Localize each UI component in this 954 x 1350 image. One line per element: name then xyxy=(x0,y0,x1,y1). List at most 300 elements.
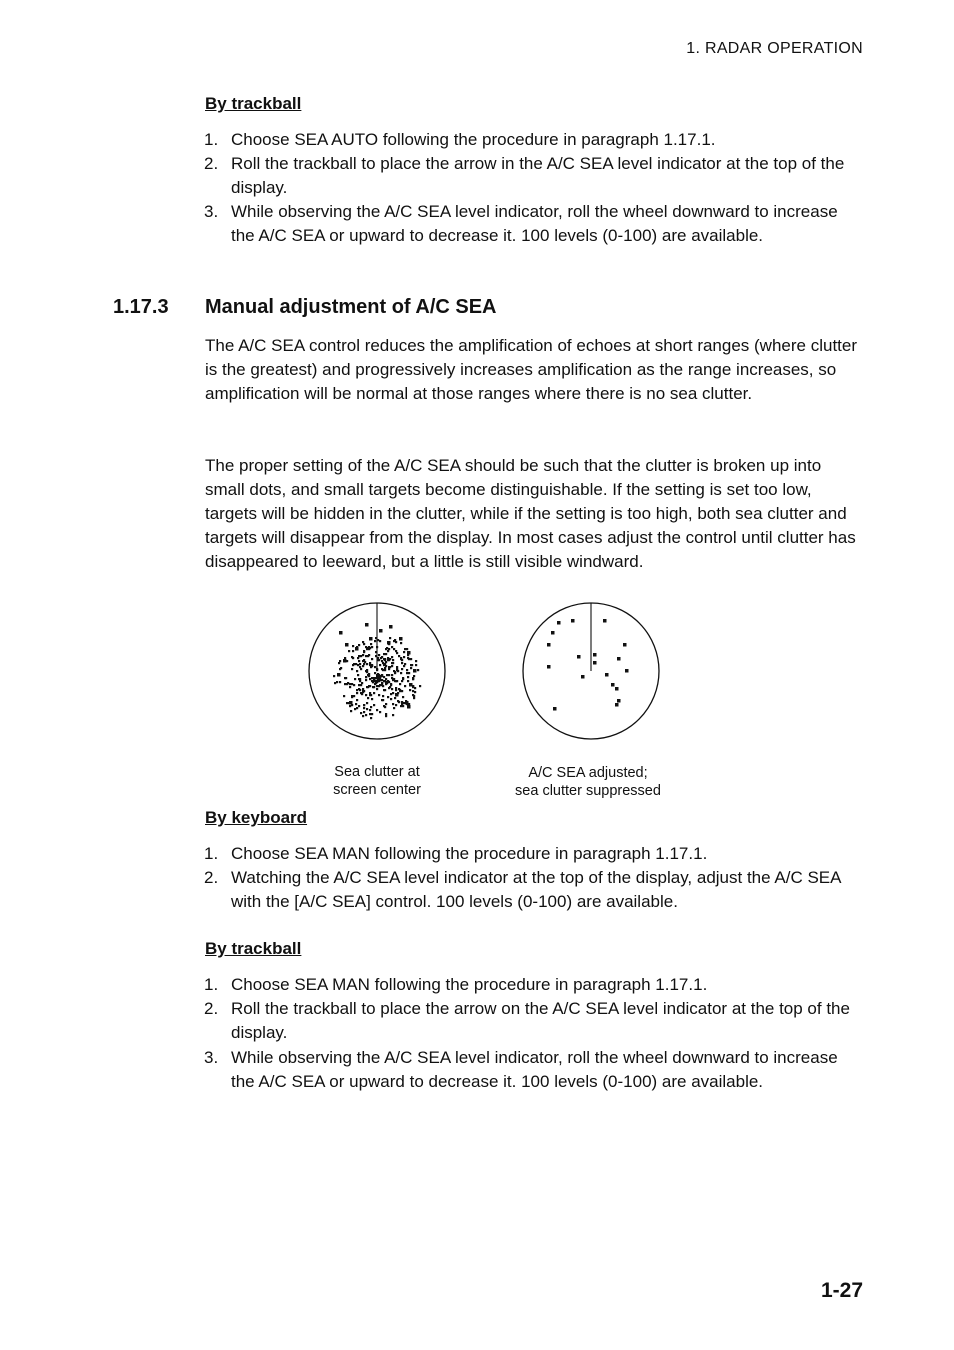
clutter-dot xyxy=(381,675,383,677)
list-item xyxy=(204,997,864,1045)
clutter-dot xyxy=(357,664,359,666)
clutter-dot xyxy=(370,717,372,719)
clutter-dot xyxy=(400,658,402,660)
clutter-dot xyxy=(387,659,389,661)
radar-scope-sea-clutter xyxy=(307,601,447,741)
running-header: 1. RADAR OPERATION xyxy=(686,40,863,57)
section-title: Manual adjustment of A/C SEA xyxy=(205,296,497,318)
clutter-dot xyxy=(359,678,361,680)
clutter-dot xyxy=(362,691,364,693)
clutter-dot xyxy=(368,646,370,648)
clutter-dot xyxy=(368,673,370,675)
clutter-dot xyxy=(369,678,371,680)
clutter-dot xyxy=(356,670,358,672)
target-echo xyxy=(337,673,341,677)
target-echo xyxy=(593,653,597,657)
clutter-dot xyxy=(352,645,354,647)
trackball-top-steps xyxy=(204,128,864,248)
clutter-dot xyxy=(410,664,412,666)
clutter-dot xyxy=(365,646,367,648)
caption-line: A/C SEA adjusted; xyxy=(528,765,648,781)
clutter-dot xyxy=(357,657,359,659)
clutter-dot xyxy=(356,699,358,701)
clutter-dot xyxy=(365,714,367,716)
subheading-trackball-top: By trackball xyxy=(205,94,302,113)
target-echo xyxy=(615,687,619,691)
clutter-dot xyxy=(381,699,383,701)
clutter-dot xyxy=(381,660,383,662)
target-echo xyxy=(413,669,417,673)
clutter-dot xyxy=(394,671,396,673)
caption-line: screen center xyxy=(333,782,421,798)
clutter-dot xyxy=(363,711,365,713)
clutter-dot xyxy=(353,684,355,686)
clutter-dot xyxy=(387,650,389,652)
clutter-dot xyxy=(366,708,368,710)
target-echo xyxy=(395,693,399,697)
clutter-dot xyxy=(358,705,360,707)
clutter-dot xyxy=(391,674,393,676)
clutter-dot xyxy=(380,679,382,681)
list-item xyxy=(204,1046,864,1094)
clutter-dot xyxy=(365,679,367,681)
clutter-dot xyxy=(415,664,417,666)
clutter-dot xyxy=(401,690,403,692)
clutter-dot xyxy=(417,669,419,671)
clutter-dot xyxy=(388,674,390,676)
step-number: 2. xyxy=(204,999,219,1018)
clutter-dot xyxy=(374,672,376,674)
clutter-dot xyxy=(385,703,387,705)
clutter-dot xyxy=(352,650,354,652)
clutter-dot xyxy=(365,655,367,657)
clutter-dot xyxy=(382,695,384,697)
target-echo xyxy=(617,657,621,661)
target-echo xyxy=(581,675,585,679)
clutter-dot xyxy=(374,680,376,682)
clutter-dot xyxy=(358,655,360,657)
clutter-dot xyxy=(408,672,410,674)
clutter-dot xyxy=(351,656,353,658)
step-text: Roll the trackball to place the arrow on the A/C SEA level indicator at the top of the display. xyxy=(231,999,850,1042)
clutter-dot xyxy=(358,660,360,662)
clutter-dot xyxy=(409,689,411,691)
clutter-dot xyxy=(386,647,388,649)
clutter-dot xyxy=(403,702,405,704)
clutter-dot xyxy=(410,658,412,660)
target-echoes xyxy=(547,619,629,711)
clutter-dot xyxy=(389,637,391,639)
clutter-dot xyxy=(379,664,381,666)
clutter-dot xyxy=(369,713,371,715)
clutter-dot xyxy=(387,680,389,682)
clutter-dot xyxy=(362,665,364,667)
keyboard-steps xyxy=(204,842,864,914)
clutter-dot xyxy=(381,684,383,686)
target-echo xyxy=(369,637,373,641)
clutter-dot xyxy=(339,681,341,683)
target-echo xyxy=(407,705,411,709)
clutter-dot xyxy=(385,715,387,717)
clutter-dot xyxy=(356,692,358,694)
clutter-dot xyxy=(371,713,373,715)
clutter-dot xyxy=(384,667,386,669)
clutter-dot xyxy=(349,683,351,685)
clutter-dot xyxy=(346,683,348,685)
clutter-dot xyxy=(401,668,403,670)
clutter-dot xyxy=(362,654,364,656)
clutter-dot xyxy=(357,674,359,676)
clutter-dot xyxy=(407,657,409,659)
target-echo xyxy=(389,625,393,629)
clutter-dot xyxy=(385,681,387,683)
target-echo xyxy=(593,661,597,665)
clutter-dot xyxy=(393,648,395,650)
target-echo xyxy=(407,651,411,655)
section-number: 1.17.3 xyxy=(113,296,169,318)
clutter-dot xyxy=(378,680,380,682)
clutter-dot xyxy=(369,692,371,694)
clutter-dot xyxy=(395,689,397,691)
clutter-dot xyxy=(383,653,385,655)
caption-suppressed xyxy=(498,764,678,800)
clutter-dot xyxy=(362,715,364,717)
clutter-dot xyxy=(383,658,385,660)
clutter-dot xyxy=(334,682,336,684)
clutter-dot xyxy=(392,662,394,664)
clutter-dot xyxy=(410,667,412,669)
clutter-dot xyxy=(398,655,400,657)
target-echo xyxy=(615,703,619,707)
target-echo xyxy=(343,659,347,663)
clutter-dot xyxy=(375,651,377,653)
target-echo xyxy=(547,643,551,647)
clutter-dot xyxy=(390,693,392,695)
clutter-dot xyxy=(358,644,360,646)
clutter-dot xyxy=(396,668,398,670)
clutter-dot xyxy=(336,681,338,683)
clutter-dot xyxy=(373,686,375,688)
clutter-dot xyxy=(365,694,367,696)
clutter-dot xyxy=(419,685,421,687)
clutter-dot xyxy=(390,683,392,685)
clutter-dot xyxy=(385,683,387,685)
clutter-dot xyxy=(379,711,381,713)
clutter-dot xyxy=(369,709,371,711)
clutter-dot xyxy=(356,707,358,709)
clutter-dot xyxy=(396,652,398,654)
clutter-dot xyxy=(370,666,372,668)
clutter-dot xyxy=(359,680,361,682)
target-echo xyxy=(365,623,369,627)
clutter-dot xyxy=(382,669,384,671)
clutter-dot xyxy=(367,697,369,699)
target-echo xyxy=(553,707,557,711)
clutter-dot xyxy=(355,663,357,665)
target-echo xyxy=(603,619,607,623)
clutter-dot xyxy=(381,656,383,658)
clutter-echoes xyxy=(333,623,421,719)
target-echo xyxy=(399,637,403,641)
clutter-dot xyxy=(382,662,384,664)
caption-sea-clutter xyxy=(297,763,457,799)
clutter-dot xyxy=(401,662,403,664)
clutter-dot xyxy=(361,682,363,684)
clutter-dot xyxy=(363,663,365,665)
clutter-dot xyxy=(391,688,393,690)
clutter-dot xyxy=(384,669,386,671)
target-echo xyxy=(551,631,555,635)
clutter-dot xyxy=(385,678,387,680)
clutter-dot xyxy=(376,668,378,670)
step-number: 1. xyxy=(204,844,219,863)
clutter-dot xyxy=(401,680,403,682)
clutter-dot xyxy=(401,701,403,703)
caption-line: Sea clutter at xyxy=(334,764,420,780)
step-text: Choose SEA MAN following the procedure in paragraph 1.17.1. xyxy=(231,975,708,994)
clutter-dot xyxy=(374,640,376,642)
clutter-dot xyxy=(391,677,393,679)
target-echo xyxy=(379,629,383,633)
step-number: 2. xyxy=(204,868,219,887)
clutter-dot xyxy=(404,663,406,665)
clutter-dot xyxy=(353,695,355,697)
clutter-dot xyxy=(358,684,360,686)
clutter-dot xyxy=(362,660,364,662)
clutter-dot xyxy=(370,694,372,696)
clutter-dot xyxy=(377,674,379,676)
clutter-dot xyxy=(353,663,355,665)
clutter-dot xyxy=(392,679,394,681)
clutter-dot xyxy=(351,696,353,698)
page-number: 1-27 xyxy=(820,1279,863,1302)
clutter-dot xyxy=(370,643,372,645)
clutter-dot xyxy=(344,657,346,659)
clutter-dot xyxy=(406,672,408,674)
clutter-dot xyxy=(391,646,393,648)
clutter-dot xyxy=(351,668,353,670)
clutter-dot xyxy=(391,656,393,658)
clutter-dot xyxy=(388,666,390,668)
step-text: Roll the trackball to place the arrow in the A/C SEA level indicator at the top of the display. xyxy=(231,154,845,197)
target-echo xyxy=(611,683,615,687)
caption-line: sea clutter suppressed xyxy=(515,783,661,799)
clutter-dot xyxy=(366,702,368,704)
clutter-dot xyxy=(387,657,389,659)
clutter-dot xyxy=(388,668,390,670)
clutter-dot xyxy=(333,675,335,677)
clutter-dot xyxy=(379,640,381,642)
clutter-dot xyxy=(371,677,373,679)
clutter-dot xyxy=(338,662,340,664)
clutter-dot xyxy=(371,646,373,648)
clutter-dot xyxy=(395,687,397,689)
clutter-dot xyxy=(396,680,398,682)
clutter-dot xyxy=(376,685,378,687)
clutter-dot xyxy=(403,656,405,658)
clutter-dot xyxy=(378,676,380,678)
clutter-dot xyxy=(395,650,397,652)
clutter-dot xyxy=(363,704,365,706)
clutter-dot xyxy=(412,678,414,680)
clutter-dot xyxy=(407,676,409,678)
clutter-dot xyxy=(339,668,341,670)
target-echo xyxy=(345,643,349,647)
clutter-dot xyxy=(381,682,383,684)
clutter-dot xyxy=(402,678,404,680)
clutter-dot xyxy=(385,653,387,655)
target-echo xyxy=(547,665,551,669)
clutter-dot xyxy=(348,650,350,652)
clutter-dot xyxy=(383,676,385,678)
clutter-dot xyxy=(375,637,377,639)
clutter-dot xyxy=(383,680,385,682)
target-echo xyxy=(387,641,391,645)
clutter-dot xyxy=(415,660,417,662)
clutter-dot xyxy=(394,680,396,682)
clutter-dot xyxy=(402,696,404,698)
subheading-keyboard: By keyboard xyxy=(205,808,308,827)
clutter-dot xyxy=(385,661,387,663)
clutter-dot xyxy=(378,685,380,687)
clutter-dot xyxy=(384,689,386,691)
paragraph-setting: The proper setting of the A/C SEA should be such that the clutter is broken up into small dots, and small targets become distinguishable. If the setting is set too low, targets will be hidden in the clutter, while if the setting is too high, both sea clutter and targets will disappear from the display. In most cases adjust the control until clutter has disappeared to leeward, but a little is still visible windward. xyxy=(205,456,856,571)
clutter-dot xyxy=(391,665,393,667)
clutter-dot xyxy=(403,651,405,653)
clutter-dot xyxy=(355,703,357,705)
clutter-dot xyxy=(339,660,341,662)
clutter-dot xyxy=(359,663,361,665)
clutter-dot xyxy=(376,688,378,690)
clutter-dot xyxy=(392,659,394,661)
radar-scope-clutter-suppressed xyxy=(521,603,661,743)
clutter-dot xyxy=(414,691,416,693)
step-number: 1. xyxy=(204,130,219,149)
step-number: 3. xyxy=(204,202,219,221)
clutter-dot xyxy=(404,685,406,687)
target-echo xyxy=(605,673,609,677)
clutter-dot xyxy=(414,687,416,689)
clutter-dot xyxy=(394,697,396,699)
clutter-dot xyxy=(369,662,371,664)
clutter-dot xyxy=(389,658,391,660)
clutter-dot xyxy=(366,686,368,688)
clutter-dot xyxy=(392,714,394,716)
clutter-dot xyxy=(346,702,348,704)
clutter-dot xyxy=(399,683,401,685)
clutter-dot xyxy=(377,678,379,680)
clutter-dot xyxy=(400,705,402,707)
clutter-dot xyxy=(386,674,388,676)
target-echo xyxy=(571,619,575,623)
clutter-dot xyxy=(343,695,345,697)
clutter-dot xyxy=(395,641,397,643)
clutter-dot xyxy=(413,695,415,697)
clutter-dot xyxy=(366,671,368,673)
clutter-dot xyxy=(364,661,366,663)
clutter-dot xyxy=(374,666,376,668)
clutter-dot xyxy=(368,654,370,656)
clutter-dot xyxy=(407,680,409,682)
clutter-dot xyxy=(388,648,390,650)
clutter-dot xyxy=(400,642,402,644)
clutter-dot xyxy=(406,669,408,671)
clutter-dot xyxy=(374,677,376,679)
clutter-dot xyxy=(393,707,395,709)
clutter-dot xyxy=(354,708,356,710)
clutter-dot xyxy=(392,692,394,694)
clutter-dot xyxy=(376,680,378,682)
target-echo xyxy=(349,701,353,705)
target-echo xyxy=(623,643,627,647)
step-number: 3. xyxy=(204,1048,219,1067)
clutter-dot xyxy=(389,686,391,688)
list-item xyxy=(204,200,864,248)
step-text: While observing the A/C SEA level indicator, roll the wheel downward to increase the A/C SEA or upward to decrease it. 100 levels (0-100) are available. xyxy=(231,202,838,245)
list-item xyxy=(204,128,864,152)
list-item xyxy=(204,152,864,200)
clutter-dot xyxy=(362,641,364,643)
target-echo xyxy=(355,647,359,651)
clutter-dot xyxy=(401,703,403,705)
clutter-dot xyxy=(392,703,394,705)
clutter-dot xyxy=(385,665,387,667)
clutter-dot xyxy=(366,663,368,665)
clutter-dot xyxy=(373,692,375,694)
clutter-dot xyxy=(356,689,358,691)
trackball-bottom-steps xyxy=(204,973,864,1094)
clutter-dot xyxy=(383,664,385,666)
clutter-dot xyxy=(373,704,375,706)
step-text: Watching the A/C SEA level indicator at the top of the display, adjust the A/C SEA with the [A/C SEA] control. 100 levels (0-100) are available. xyxy=(231,868,841,911)
clutter-dot xyxy=(376,676,378,678)
clutter-dot xyxy=(375,655,377,657)
clutter-dot xyxy=(398,701,400,703)
step-number: 1. xyxy=(204,975,219,994)
clutter-dot xyxy=(360,712,362,714)
clutter-dot xyxy=(376,646,378,648)
clutter-dot xyxy=(395,704,397,706)
clutter-dot xyxy=(394,639,396,641)
clutter-dot xyxy=(378,659,380,661)
subheading-trackball-bottom: By trackball xyxy=(205,939,302,958)
clutter-dot xyxy=(371,698,373,700)
clutter-dot xyxy=(360,684,362,686)
clutter-dot xyxy=(371,658,373,660)
clutter-dot xyxy=(363,707,365,709)
clutter-dot xyxy=(403,665,405,667)
target-echo xyxy=(409,683,413,687)
clutter-dot xyxy=(371,680,373,682)
clutter-dot xyxy=(354,678,356,680)
target-echo xyxy=(577,655,581,659)
target-echo xyxy=(339,631,343,635)
clutter-dot xyxy=(349,686,351,688)
clutter-dot xyxy=(358,688,360,690)
clutter-dot xyxy=(360,668,362,670)
clutter-dot xyxy=(377,657,379,659)
clutter-dot xyxy=(360,692,362,694)
clutter-dot xyxy=(378,654,380,656)
clutter-dot xyxy=(350,710,352,712)
clutter-dot xyxy=(370,706,372,708)
clutter-dot xyxy=(363,651,365,653)
clutter-dot xyxy=(344,683,346,685)
paragraph-intro: The A/C SEA control reduces the amplification of echoes at short ranges (where clutter is the greatest) and progressively increases amplification as the range increases, so amplification will be normal at those ranges where there is no sea clutter. xyxy=(205,336,858,403)
list-item xyxy=(204,973,864,997)
clutter-dot xyxy=(402,705,404,707)
clutter-dot xyxy=(385,713,387,715)
